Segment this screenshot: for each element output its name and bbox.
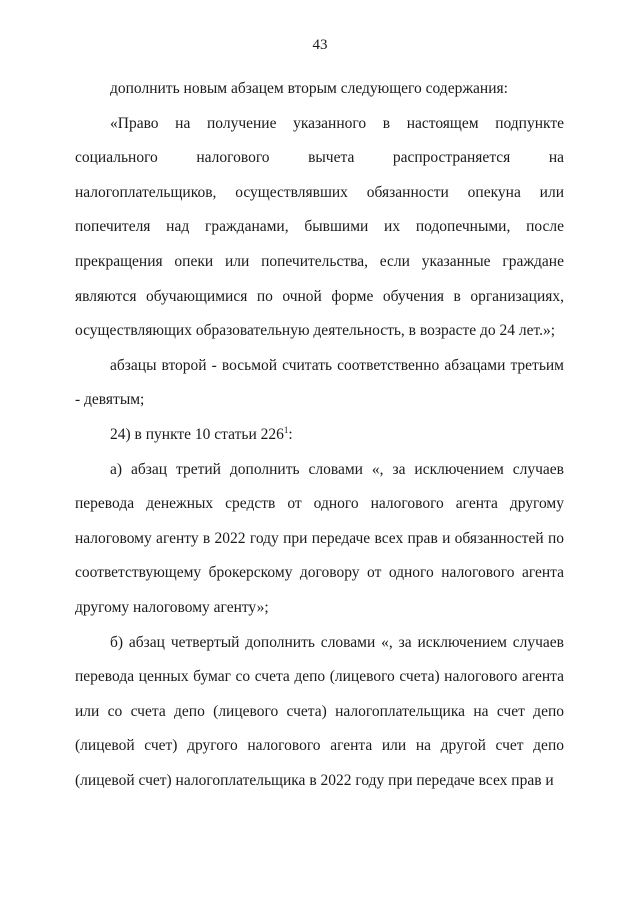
paragraph-quoted-amendment: «Право на получение указанного в настоящем подпункте социального налогового вычета распространяется на налогоплательщиков, осуществлявших обязанности опекуна или попечителя над гражданами, бывшими их подопечными, после прекращения опеки или попечительства, если указанные граждане являются обучающимися по очной форме обучения в организациях, осуществляющих образовательную деятельность, в возрасте до 24 лет.»; bbox=[75, 114, 564, 340]
paragraph-renumbering: абзацы второй - восьмой считать соответственно абзацами третьим - девятым; bbox=[75, 356, 564, 409]
item-24-text: 24) в пункте 10 статьи 226 bbox=[110, 425, 284, 443]
paragraph-subitem-a: а) абзац третий дополнить словами «, за исключением случаев перевода денежных средств от одного налогового агента другому налоговому агенту в 2022 году при передаче всех прав и обязанностей по соответствующему брокерскому договору от одного налогового агента другому налоговому агенту»; bbox=[75, 460, 564, 616]
paragraph-intro: дополнить новым абзацем вторым следующего содержания: bbox=[110, 80, 508, 97]
item-24-superscript: 1 bbox=[283, 424, 289, 435]
paragraph-item-24 bbox=[75, 418, 564, 453]
document-body bbox=[75, 72, 564, 798]
paragraph-subitem-b: б) абзац четвертый дополнить словами «, за исключением случаев перевода ценных бумаг со счета депо (лицевого счета) налогового агента или со счета депо (лицевого счета) налогоплательщика на счет депо (лицевой счет) другого налогового агента или на другой счет депо (лицевой счет) налогоплательщика в 2022 году при передаче всех прав и bbox=[75, 633, 564, 789]
page-number: 43 bbox=[312, 37, 328, 53]
item-24-colon: : bbox=[288, 425, 293, 443]
